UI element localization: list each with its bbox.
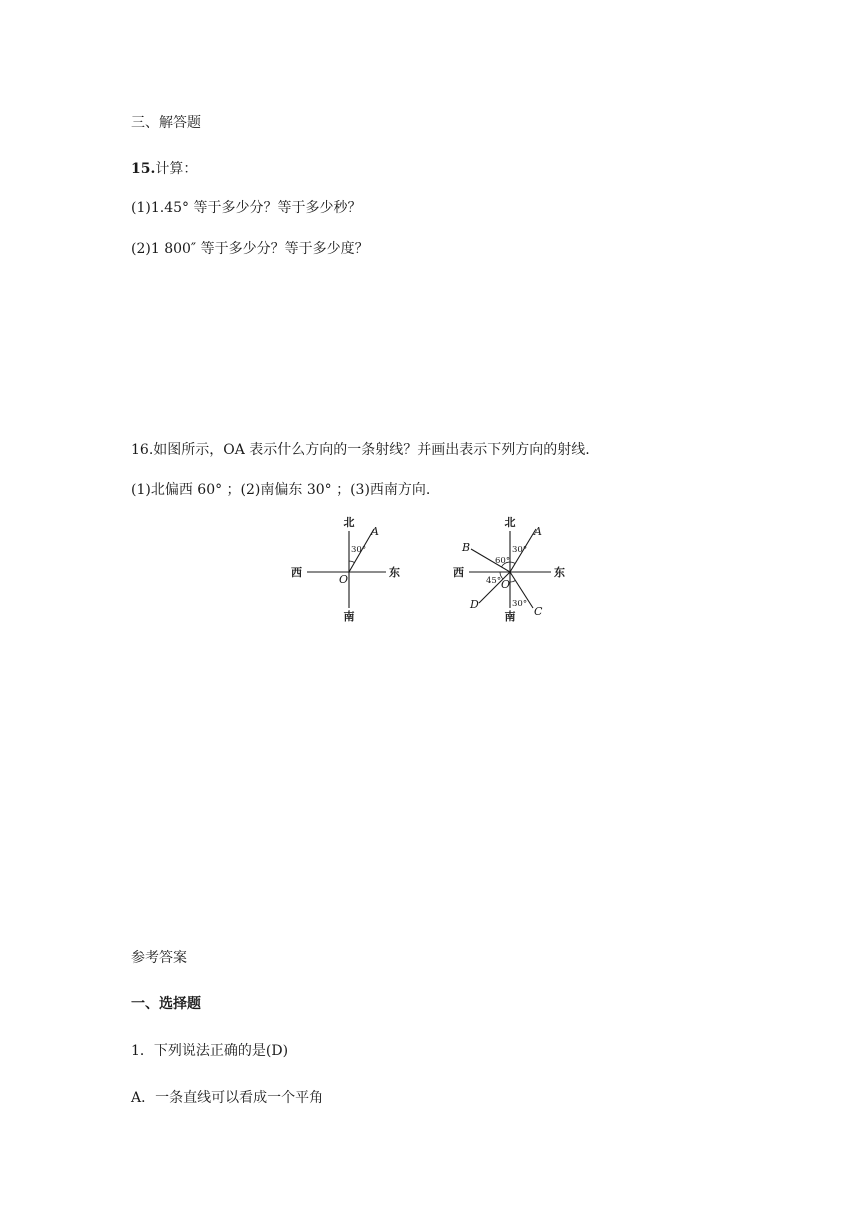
angle-arc-sc: [510, 580, 515, 582]
compass-figure-answer: [452, 512, 572, 627]
section-heading: 三、解答题: [131, 115, 201, 131]
angle-arc-30: [349, 561, 355, 563]
point-c-label: C: [534, 605, 543, 618]
east-label: 东: [389, 566, 400, 579]
answers-section-heading: 一、选择题: [131, 996, 201, 1012]
point-b-label: B: [462, 541, 471, 554]
question-15-part-2: (2)1 800″ 等于多少分？等于多少度？: [131, 241, 369, 257]
angle-label-na: 30°: [512, 545, 528, 555]
north-label: 北: [343, 516, 355, 529]
angle-label-sc: 30°: [512, 599, 528, 609]
answer-question-1: 1．下列说法正确的是(D): [131, 1043, 289, 1059]
west-label: 西: [453, 566, 464, 579]
question-15-part-1: (1)1.45° 等于多少分？等于多少秒？: [131, 200, 362, 216]
origin-label: O: [501, 578, 511, 591]
answer-option-a: A．一条直线可以看成一个平角: [131, 1090, 324, 1106]
question-16-stem: 16.如图所示，OA 表示什么方向的一条射线？并画出表示下列方向的射线.: [131, 442, 590, 458]
question-title: 计算：: [155, 161, 198, 177]
answers-heading: 参考答案: [131, 950, 187, 966]
origin-label: O: [339, 573, 349, 586]
angle-label-wd: 45°: [486, 576, 502, 586]
angle-label-nb: 60°: [495, 556, 511, 566]
point-a-label: A: [371, 525, 379, 538]
point-d-label: D: [470, 598, 479, 611]
south-label: 南: [504, 610, 516, 623]
question-15-title: [131, 158, 197, 178]
south-label: 南: [343, 610, 355, 623]
question-16-parts: (1)北偏西 60° ；(2)南偏东 30° ；(3)西南方向.: [131, 482, 431, 498]
question-number: 15.: [131, 161, 156, 177]
angle-label-30: 30°: [351, 545, 367, 555]
compass-figure-original: [288, 512, 398, 627]
point-a-label: A: [534, 525, 542, 538]
east-label: 东: [554, 566, 565, 579]
west-label: 西: [291, 566, 302, 579]
north-label: 北: [504, 516, 516, 529]
angle-arc-na: [510, 562, 515, 563]
